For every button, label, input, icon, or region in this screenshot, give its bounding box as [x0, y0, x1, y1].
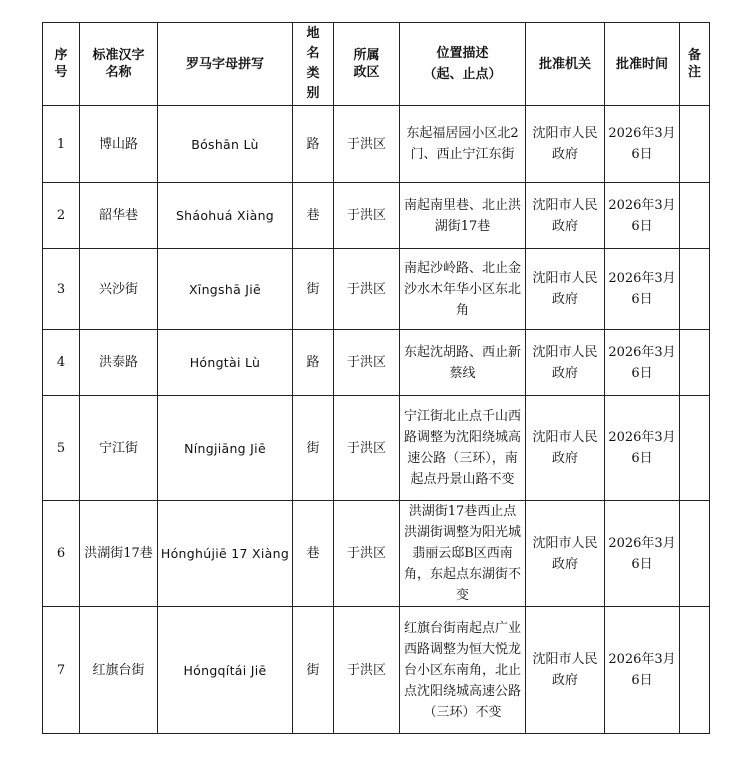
cell-name: 兴沙街 — [80, 249, 158, 330]
cell-name: 红旗台街 — [80, 607, 158, 734]
cell-authority: 沈阳市人民政府 — [526, 330, 605, 396]
cell-location: 南起沙岭路、北止金沙水木年华小区东北角 — [400, 249, 526, 330]
cell-name: 宁江街 — [80, 396, 158, 501]
cell-location: 红旗台街南起点广业西路调整为恒大悦龙台小区东南角，北止点沈阳绕城高速公路（三环）不变 — [400, 607, 526, 734]
cell-date: 2026年3月6日 — [605, 183, 680, 249]
cell-date: 2026年3月6日 — [605, 106, 680, 183]
cell-district: 于洪区 — [334, 501, 400, 607]
cell-category: 巷 — [293, 501, 334, 607]
table-row — [43, 183, 710, 249]
cell-pinyin: Sháohuá Xiàng — [158, 183, 293, 249]
cell-district: 于洪区 — [334, 330, 400, 396]
cell-authority: 沈阳市人民政府 — [526, 607, 605, 734]
header-date: 批准时间 — [605, 23, 680, 106]
cell-pinyin: Hónghújiē 17 Xiàng — [158, 501, 293, 607]
cell-seq: 5 — [43, 396, 80, 501]
cell-seq: 1 — [43, 106, 80, 183]
header-category: 地 名 类 别 — [293, 23, 334, 106]
cell-remark — [680, 396, 710, 501]
table-row — [43, 330, 710, 396]
cell-pinyin: Xīngshā Jiē — [158, 249, 293, 330]
cell-category: 路 — [293, 330, 334, 396]
cell-authority: 沈阳市人民政府 — [526, 396, 605, 501]
cell-category: 街 — [293, 396, 334, 501]
cell-name: 韶华巷 — [80, 183, 158, 249]
cell-seq: 7 — [43, 607, 80, 734]
cell-district: 于洪区 — [334, 183, 400, 249]
cell-location: 南起南里巷、北止洪湖街17巷 — [400, 183, 526, 249]
header-authority: 批准机关 — [526, 23, 605, 106]
cell-name: 洪泰路 — [80, 330, 158, 396]
cell-district: 于洪区 — [334, 607, 400, 734]
cell-remark — [680, 501, 710, 607]
cell-seq: 2 — [43, 183, 80, 249]
cell-remark — [680, 249, 710, 330]
cell-remark — [680, 607, 710, 734]
cell-name: 博山路 — [80, 106, 158, 183]
cell-date: 2026年3月6日 — [605, 501, 680, 607]
table-row — [43, 106, 710, 183]
cell-location: 洪湖街17巷西止点洪湖街调整为阳光城翡丽云邸B区西南角，东起点东湖街不变 — [400, 501, 526, 607]
cell-district: 于洪区 — [334, 249, 400, 330]
cell-remark — [680, 330, 710, 396]
header-location: 位置描述 （起、止点） — [400, 23, 526, 106]
cell-authority: 沈阳市人民政府 — [526, 501, 605, 607]
header-seq: 序 号 — [43, 23, 80, 106]
cell-seq: 4 — [43, 330, 80, 396]
table-row — [43, 501, 710, 607]
cell-name: 洪湖街17巷 — [80, 501, 158, 607]
cell-location: 东起沈胡路、西止新蔡线 — [400, 330, 526, 396]
header-row — [43, 23, 710, 106]
cell-authority: 沈阳市人民政府 — [526, 106, 605, 183]
cell-location: 东起福居园小区北2门、西止宁江东街 — [400, 106, 526, 183]
cell-date: 2026年3月6日 — [605, 249, 680, 330]
table-row — [43, 607, 710, 734]
cell-date: 2026年3月6日 — [605, 396, 680, 501]
cell-authority: 沈阳市人民政府 — [526, 249, 605, 330]
cell-category: 街 — [293, 249, 334, 330]
header-pinyin: 罗马字母拼写 — [158, 23, 293, 106]
place-name-table — [42, 22, 710, 734]
cell-pinyin: Bóshān Lù — [158, 106, 293, 183]
cell-seq: 6 — [43, 501, 80, 607]
header-name: 标准汉字 名称 — [80, 23, 158, 106]
cell-remark — [680, 183, 710, 249]
header-district: 所属 政区 — [334, 23, 400, 106]
header-remark: 备 注 — [680, 23, 710, 106]
cell-category: 路 — [293, 106, 334, 183]
cell-pinyin: Hóngtài Lù — [158, 330, 293, 396]
cell-date: 2026年3月6日 — [605, 330, 680, 396]
table-row — [43, 249, 710, 330]
cell-pinyin: Níngjiāng Jiē — [158, 396, 293, 501]
table-row — [43, 396, 710, 501]
cell-seq: 3 — [43, 249, 80, 330]
cell-category: 巷 — [293, 183, 334, 249]
cell-district: 于洪区 — [334, 396, 400, 501]
cell-authority: 沈阳市人民政府 — [526, 183, 605, 249]
cell-pinyin: Hóngqítái Jiē — [158, 607, 293, 734]
cell-location: 宁江街北止点千山西路调整为沈阳绕城高速公路（三环），南起点丹景山路不变 — [400, 396, 526, 501]
cell-category: 街 — [293, 607, 334, 734]
cell-district: 于洪区 — [334, 106, 400, 183]
cell-date: 2026年3月6日 — [605, 607, 680, 734]
cell-remark — [680, 106, 710, 183]
